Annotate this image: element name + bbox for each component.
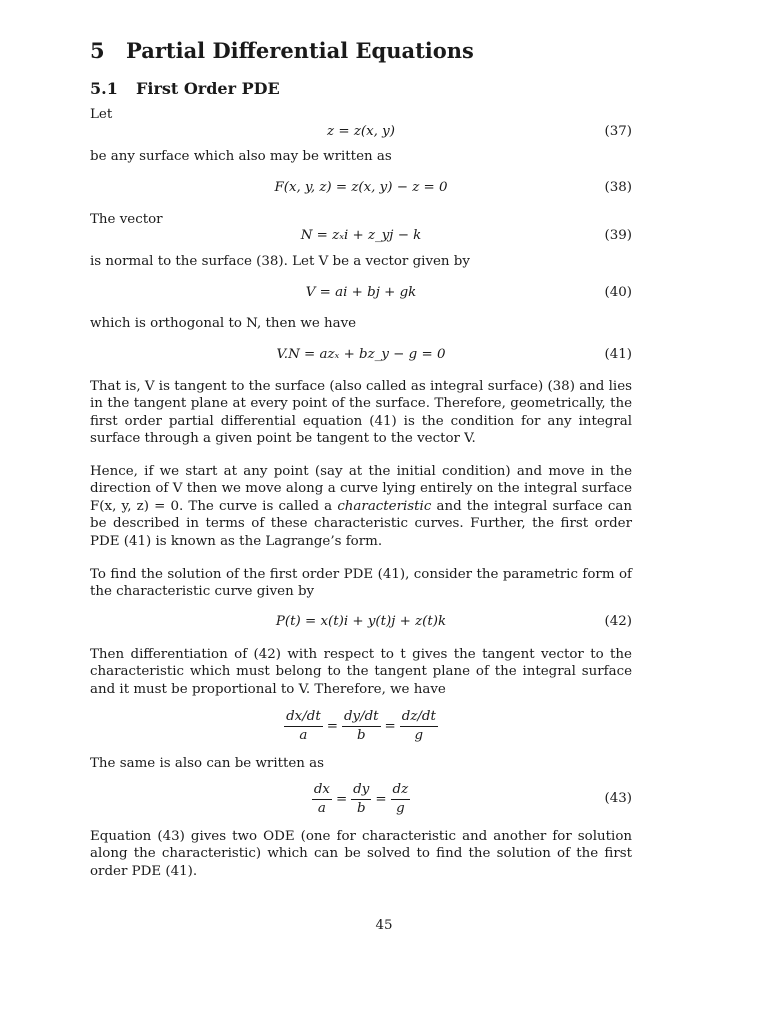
paragraph-tangent: That is, V is tangent to the surface (also called as integral surface) (38) and lies in the tangent plane at every point of the surface. Therefore, geometrically, the first order partial differential equation (41) is the condition for any integral surface through a given point be tangent to the vector V. bbox=[90, 379, 632, 447]
subsection-title: First Order PDE bbox=[136, 79, 280, 98]
paragraph-characteristic-part-2: and the integral surface can be described in terms of these characteristic curves. Further, the first order PDE (41) is known as the Lagrange’s form. bbox=[90, 498, 632, 549]
paragraph-normal: is normal to the surface (38). Let V be a vector given by bbox=[90, 254, 470, 269]
equation-39-body: N = zₓi + z_yj − k bbox=[300, 228, 422, 243]
section-number: 5 bbox=[90, 38, 105, 63]
equation-42-body: P(t) = x(t)i + y(t)j + z(t)k bbox=[275, 614, 447, 629]
equation-40-label: (40) bbox=[604, 285, 632, 300]
paragraph-parametric: To find the solution of the first order PDE (41), consider the parametric form of the characteristic curve given by bbox=[90, 567, 632, 600]
equation-43-label: (43) bbox=[604, 791, 632, 806]
fraction-dy: $\frac{dy}{b}$ bbox=[353, 782, 370, 816]
equation-38-label: (38) bbox=[604, 180, 632, 195]
equation-42-label: (42) bbox=[604, 614, 632, 629]
equation-ratio-dt bbox=[90, 708, 632, 748]
paragraph-characteristic bbox=[90, 463, 632, 550]
equation-38-body: F(x, y, z) = z(x, y) − z = 0 bbox=[274, 180, 448, 195]
fraction-dx: $\frac{dx}{a}$ bbox=[313, 782, 330, 816]
characteristic-emphasis: characteristic bbox=[337, 498, 432, 514]
paragraph-characteristic-part-1: Hence, if we start at any point (say at the initial condition) and move in the direction of V then we move along a curve lying entirely on the integral surface F(x, y, z) = 0. The curve is called a bbox=[90, 464, 632, 514]
equation-37-label: (37) bbox=[604, 124, 632, 139]
equation-43-body: $\frac{dx}{a}$ = $\frac{dy}{b}$ = $\frac{dz}{g}$ bbox=[313, 782, 409, 816]
subsection-heading bbox=[90, 79, 280, 98]
equation-ratio-dt-body: $\frac{dx/dt}{a}$ = $\frac{dy/dt}{b}$ = $\frac{dz/dt}{g}$ bbox=[286, 709, 436, 743]
paragraph-orthogonal: which is orthogonal to N, then we have bbox=[90, 316, 357, 331]
subsection-number: 5.1 bbox=[90, 79, 118, 98]
fraction-dx-dt: $\frac{dx/dt}{a}$ bbox=[286, 709, 321, 743]
equation-41-label: (41) bbox=[604, 347, 632, 362]
paragraph-same: The same is also can be written as bbox=[90, 756, 325, 771]
fraction-dz-dt: $\frac{dz/dt}{g}$ bbox=[401, 709, 436, 743]
equation-41-body: V.N = azₓ + bz_y − g = 0 bbox=[276, 347, 446, 362]
equation-43 bbox=[90, 781, 632, 821]
fraction-dy-dt: $\frac{dy/dt}{b}$ bbox=[343, 709, 379, 743]
equation-37-body: z = z(x, y) bbox=[327, 124, 395, 139]
equation-40-body: V = ai + bj + gk bbox=[305, 285, 417, 300]
paragraph-let: Let bbox=[90, 107, 113, 122]
section-heading bbox=[90, 38, 474, 63]
paragraph-surface: be any surface which also may be written as bbox=[90, 149, 392, 164]
paragraph-vector: The vector bbox=[90, 212, 163, 227]
page-number: 45 bbox=[375, 918, 393, 933]
fraction-dz: $\frac{dz}{g}$ bbox=[392, 782, 409, 816]
paragraph-differentiation: Then differentiation of (42) with respect to t gives the tangent vector to the characteristic which must belong to the tangent plane of the integral surface and it must be proportional to V. Therefore, we have bbox=[90, 647, 632, 697]
section-title: Partial Differential Equations bbox=[126, 38, 474, 63]
equation-39-label: (39) bbox=[604, 228, 632, 243]
paragraph-ode: Equation (43) gives two ODE (one for characteristic and another for solution along the characteristic) which can be solved to find the solution of the first order PDE (41). bbox=[90, 829, 632, 879]
